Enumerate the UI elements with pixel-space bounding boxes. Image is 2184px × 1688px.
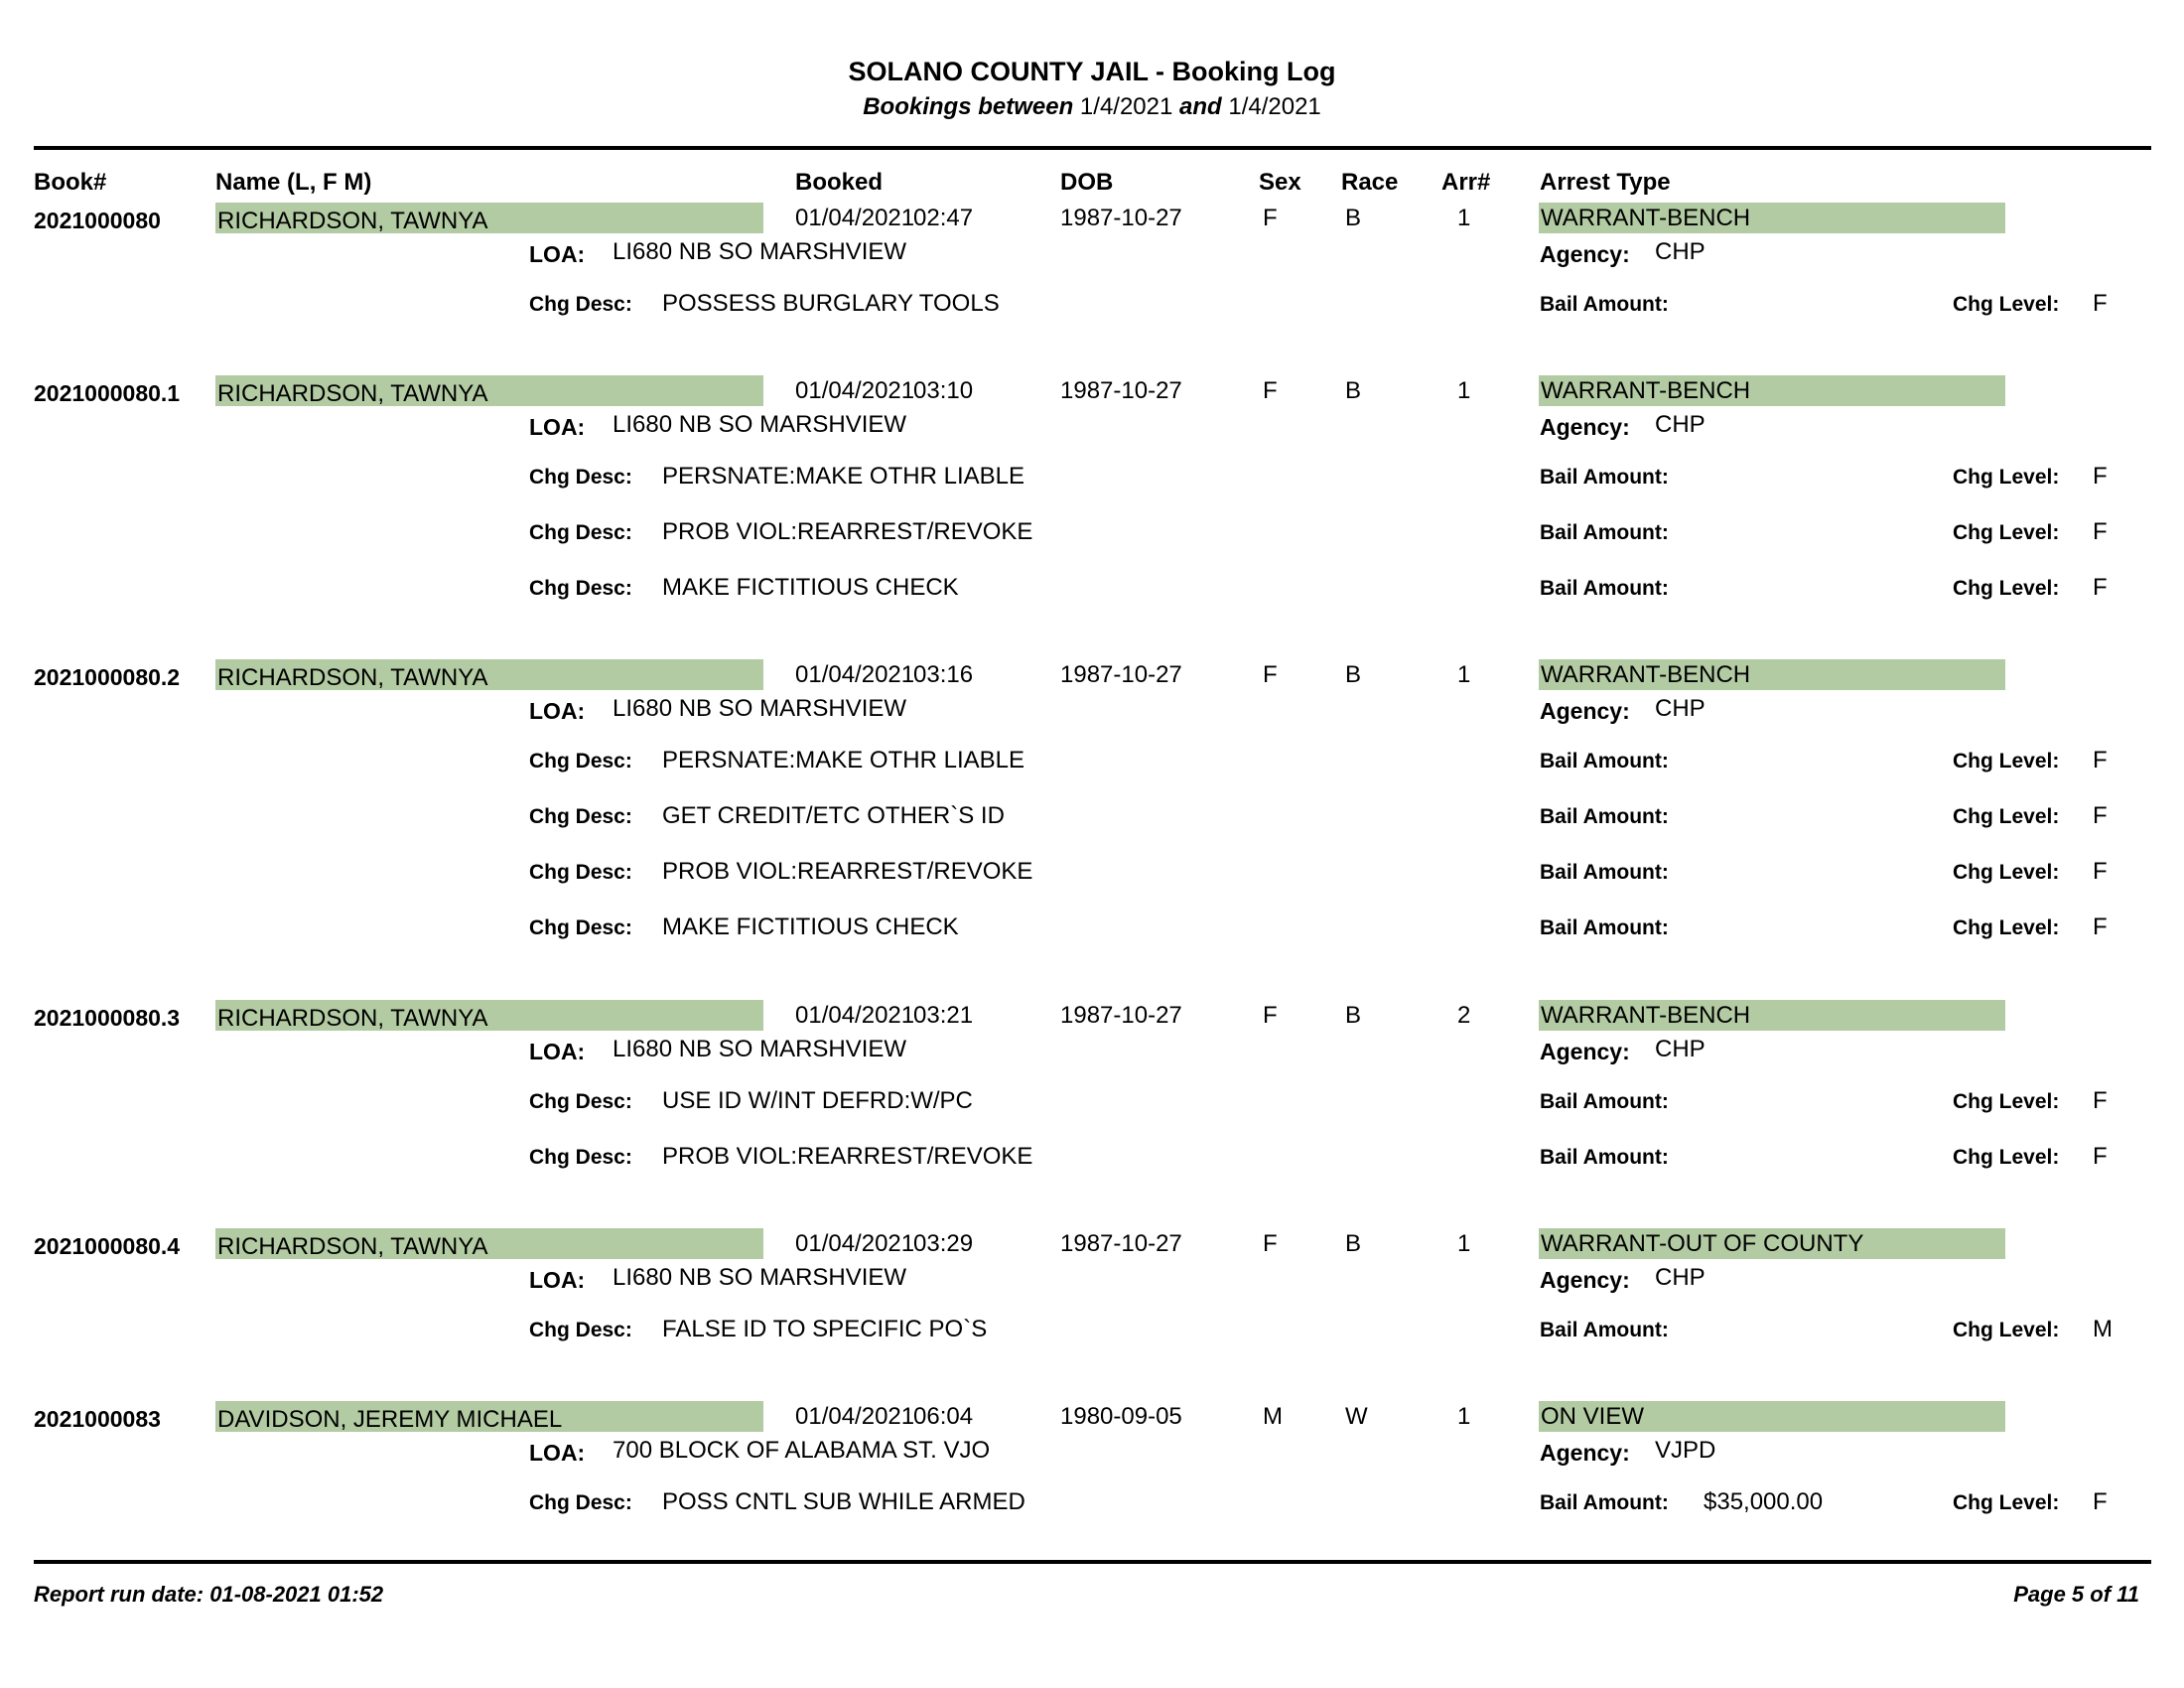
date-of-birth: 1987-10-27 bbox=[1060, 1230, 1182, 1257]
charge-level-label: Chg Level: bbox=[1953, 577, 2060, 600]
booking-number: 2021000080.2 bbox=[34, 664, 181, 690]
bail-amount-label: Bail Amount: bbox=[1540, 466, 1669, 489]
charge-level-value: F bbox=[2093, 802, 2108, 829]
arrest-count: 1 bbox=[1457, 1230, 1471, 1257]
loa-label: LOA: bbox=[529, 414, 586, 440]
sex-value: F bbox=[1263, 205, 1278, 231]
charge-description: PROB VIOL:REARREST/REVOKE bbox=[662, 858, 1033, 885]
charge-desc-label: Chg Desc: bbox=[529, 861, 632, 884]
loa-value: LI680 NB SO MARSHVIEW bbox=[613, 1036, 907, 1062]
booking-number: 2021000083 bbox=[34, 1406, 161, 1432]
bail-amount-label: Bail Amount: bbox=[1540, 293, 1669, 316]
charge-desc-label: Chg Desc: bbox=[529, 1491, 632, 1514]
charge-level-label: Chg Level: bbox=[1953, 861, 2060, 884]
bail-amount-label: Bail Amount: bbox=[1540, 861, 1669, 884]
header-rule bbox=[34, 146, 2151, 150]
charge-level-value: F bbox=[2093, 914, 2108, 940]
start-date: 1/4/2021 bbox=[1079, 93, 1173, 120]
sex-value: F bbox=[1263, 1230, 1278, 1257]
charge-level-value: F bbox=[2093, 1143, 2108, 1170]
charge-description: PERSNATE:MAKE OTHR LIABLE bbox=[662, 747, 1024, 774]
footer-rule bbox=[34, 1560, 2151, 1564]
agency-value: CHP bbox=[1655, 1264, 1706, 1291]
inmate-name: RICHARDSON, TAWNYA bbox=[215, 375, 763, 406]
booked-date: 01/04/2021 bbox=[795, 377, 915, 404]
loa-value: LI680 NB SO MARSHVIEW bbox=[613, 1264, 907, 1291]
arrest-type-badge: WARRANT-BENCH bbox=[1539, 659, 2005, 690]
subtitle-prefix: Bookings between bbox=[863, 93, 1074, 120]
inmate-name: RICHARDSON, TAWNYA bbox=[215, 1228, 763, 1259]
page-number: Page 5 of 11 bbox=[2013, 1582, 2139, 1607]
charge-desc-label: Chg Desc: bbox=[529, 466, 632, 489]
charge-level-value: F bbox=[2093, 574, 2108, 601]
bail-amount-label: Bail Amount: bbox=[1540, 750, 1669, 773]
booking-number: 2021000080.1 bbox=[34, 380, 181, 406]
arrest-type-badge: ON VIEW bbox=[1539, 1401, 2005, 1432]
inmate-name: DAVIDSON, JEREMY MICHAEL bbox=[215, 1401, 763, 1432]
charge-level-label: Chg Level: bbox=[1953, 916, 2060, 939]
col-book: Book# bbox=[34, 169, 107, 196]
sex-value: F bbox=[1263, 1002, 1278, 1029]
report-title: SOLANO COUNTY JAIL - Booking Log bbox=[848, 57, 1336, 86]
charge-desc-label: Chg Desc: bbox=[529, 1090, 632, 1113]
arrest-count: 1 bbox=[1457, 661, 1471, 688]
charge-desc-label: Chg Desc: bbox=[529, 521, 632, 544]
date-of-birth: 1987-10-27 bbox=[1060, 205, 1182, 231]
agency-value: CHP bbox=[1655, 238, 1706, 265]
race-value: B bbox=[1345, 205, 1362, 231]
col-dob: DOB bbox=[1060, 169, 1114, 196]
booking-number: 2021000080.4 bbox=[34, 1233, 181, 1259]
charge-level-value: F bbox=[2093, 1488, 2108, 1515]
charge-level-label: Chg Level: bbox=[1953, 750, 2060, 773]
booked-time: 03:29 bbox=[913, 1230, 974, 1257]
charge-description: POSSESS BURGLARY TOOLS bbox=[662, 290, 1000, 317]
date-of-birth: 1987-10-27 bbox=[1060, 661, 1182, 688]
agency-label: Agency: bbox=[1540, 414, 1630, 440]
agency-value: VJPD bbox=[1655, 1437, 1716, 1464]
loa-label: LOA: bbox=[529, 241, 586, 267]
loa-label: LOA: bbox=[529, 1440, 586, 1466]
loa-value: LI680 NB SO MARSHVIEW bbox=[613, 238, 907, 265]
bail-amount-label: Bail Amount: bbox=[1540, 1491, 1669, 1514]
charge-description: PROB VIOL:REARREST/REVOKE bbox=[662, 1143, 1033, 1170]
bail-amount-label: Bail Amount: bbox=[1540, 1319, 1669, 1341]
agency-label: Agency: bbox=[1540, 1039, 1630, 1064]
date-of-birth: 1987-10-27 bbox=[1060, 377, 1182, 404]
booked-time: 03:10 bbox=[913, 377, 974, 404]
agency-label: Agency: bbox=[1540, 1267, 1630, 1293]
charge-description: GET CREDIT/ETC OTHER`S ID bbox=[662, 802, 1005, 829]
date-of-birth: 1980-09-05 bbox=[1060, 1403, 1182, 1430]
race-value: B bbox=[1345, 1230, 1362, 1257]
charge-level-label: Chg Level: bbox=[1953, 521, 2060, 544]
booked-time: 02:47 bbox=[913, 205, 974, 231]
agency-value: CHP bbox=[1655, 695, 1706, 722]
sex-value: M bbox=[1263, 1403, 1283, 1430]
arrest-count: 1 bbox=[1457, 1403, 1471, 1430]
charge-level-label: Chg Level: bbox=[1953, 1090, 2060, 1113]
booking-number: 2021000080.3 bbox=[34, 1005, 181, 1031]
race-value: B bbox=[1345, 1002, 1362, 1029]
bail-amount-value: $35,000.00 bbox=[1704, 1488, 1824, 1515]
end-date: 1/4/2021 bbox=[1228, 93, 1321, 120]
col-race: Race bbox=[1341, 169, 1399, 196]
agency-value: CHP bbox=[1655, 411, 1706, 438]
subtitle-mid: and bbox=[1179, 93, 1222, 120]
charge-level-value: F bbox=[2093, 463, 2108, 490]
bail-amount-label: Bail Amount: bbox=[1540, 805, 1669, 828]
charge-level-label: Chg Level: bbox=[1953, 805, 2060, 828]
charge-description: MAKE FICTITIOUS CHECK bbox=[662, 914, 959, 940]
loa-value: 700 BLOCK OF ALABAMA ST. VJO bbox=[613, 1437, 991, 1464]
arrest-type-badge: WARRANT-BENCH bbox=[1539, 203, 2005, 233]
charge-level-label: Chg Level: bbox=[1953, 293, 2060, 316]
booked-date: 01/04/2021 bbox=[795, 661, 915, 688]
inmate-name: RICHARDSON, TAWNYA bbox=[215, 203, 763, 233]
col-booked: Booked bbox=[795, 169, 884, 196]
booked-date: 01/04/2021 bbox=[795, 205, 915, 231]
loa-label: LOA: bbox=[529, 1267, 586, 1293]
charge-level-value: F bbox=[2093, 747, 2108, 774]
charge-level-value: M bbox=[2093, 1316, 2113, 1342]
charge-level-value: F bbox=[2093, 518, 2108, 545]
race-value: W bbox=[1345, 1403, 1368, 1430]
charge-level-value: F bbox=[2093, 290, 2108, 317]
charge-desc-label: Chg Desc: bbox=[529, 1319, 632, 1341]
charge-description: MAKE FICTITIOUS CHECK bbox=[662, 574, 959, 601]
charge-desc-label: Chg Desc: bbox=[529, 750, 632, 773]
arrest-count: 2 bbox=[1457, 1002, 1471, 1029]
charge-description: USE ID W/INT DEFRD:W/PC bbox=[662, 1087, 973, 1114]
charge-desc-label: Chg Desc: bbox=[529, 1146, 632, 1169]
bail-amount-label: Bail Amount: bbox=[1540, 577, 1669, 600]
booked-time: 03:16 bbox=[913, 661, 974, 688]
loa-value: LI680 NB SO MARSHVIEW bbox=[613, 411, 907, 438]
col-arr: Arr# bbox=[1441, 169, 1491, 196]
charge-description: POSS CNTL SUB WHILE ARMED bbox=[662, 1488, 1025, 1515]
sex-value: F bbox=[1263, 377, 1278, 404]
sex-value: F bbox=[1263, 661, 1278, 688]
arrest-type-badge: WARRANT-OUT OF COUNTY bbox=[1539, 1228, 2005, 1259]
agency-label: Agency: bbox=[1540, 698, 1630, 724]
report-run-date: Report run date: 01-08-2021 01:52 bbox=[34, 1582, 384, 1607]
charge-desc-label: Chg Desc: bbox=[529, 916, 632, 939]
booked-time: 06:04 bbox=[913, 1403, 974, 1430]
arrest-type-badge: WARRANT-BENCH bbox=[1539, 375, 2005, 406]
inmate-name: RICHARDSON, TAWNYA bbox=[215, 659, 763, 690]
booking-number: 2021000080 bbox=[34, 208, 161, 233]
charge-desc-label: Chg Desc: bbox=[529, 577, 632, 600]
charge-description: FALSE ID TO SPECIFIC PO`S bbox=[662, 1316, 988, 1342]
booked-date: 01/04/2021 bbox=[795, 1403, 915, 1430]
arrest-count: 1 bbox=[1457, 377, 1471, 404]
charge-description: PERSNATE:MAKE OTHR LIABLE bbox=[662, 463, 1024, 490]
charge-level-label: Chg Level: bbox=[1953, 466, 2060, 489]
arrest-type-badge: WARRANT-BENCH bbox=[1539, 1000, 2005, 1031]
inmate-name: RICHARDSON, TAWNYA bbox=[215, 1000, 763, 1031]
date-of-birth: 1987-10-27 bbox=[1060, 1002, 1182, 1029]
loa-value: LI680 NB SO MARSHVIEW bbox=[613, 695, 907, 722]
col-name: Name (L, F M) bbox=[215, 169, 372, 196]
charge-desc-label: Chg Desc: bbox=[529, 805, 632, 828]
bail-amount-label: Bail Amount: bbox=[1540, 1146, 1669, 1169]
charge-desc-label: Chg Desc: bbox=[529, 293, 632, 316]
charge-level-value: F bbox=[2093, 858, 2108, 885]
bail-amount-label: Bail Amount: bbox=[1540, 916, 1669, 939]
bail-amount-label: Bail Amount: bbox=[1540, 1090, 1669, 1113]
charge-level-label: Chg Level: bbox=[1953, 1319, 2060, 1341]
booked-date: 01/04/2021 bbox=[795, 1230, 915, 1257]
charge-level-value: F bbox=[2093, 1087, 2108, 1114]
bail-amount-label: Bail Amount: bbox=[1540, 521, 1669, 544]
charge-level-label: Chg Level: bbox=[1953, 1491, 2060, 1514]
col-sex: Sex bbox=[1259, 169, 1301, 196]
loa-label: LOA: bbox=[529, 1039, 586, 1064]
charge-description: PROB VIOL:REARREST/REVOKE bbox=[662, 518, 1033, 545]
charge-level-label: Chg Level: bbox=[1953, 1146, 2060, 1169]
booked-date: 01/04/2021 bbox=[795, 1002, 915, 1029]
loa-label: LOA: bbox=[529, 698, 586, 724]
report-subtitle bbox=[0, 93, 2184, 121]
race-value: B bbox=[1345, 377, 1362, 404]
agency-label: Agency: bbox=[1540, 1440, 1630, 1466]
race-value: B bbox=[1345, 661, 1362, 688]
agency-label: Agency: bbox=[1540, 241, 1630, 267]
col-arrest-type: Arrest Type bbox=[1540, 169, 1671, 196]
agency-value: CHP bbox=[1655, 1036, 1706, 1062]
booked-time: 03:21 bbox=[913, 1002, 974, 1029]
arrest-count: 1 bbox=[1457, 205, 1471, 231]
